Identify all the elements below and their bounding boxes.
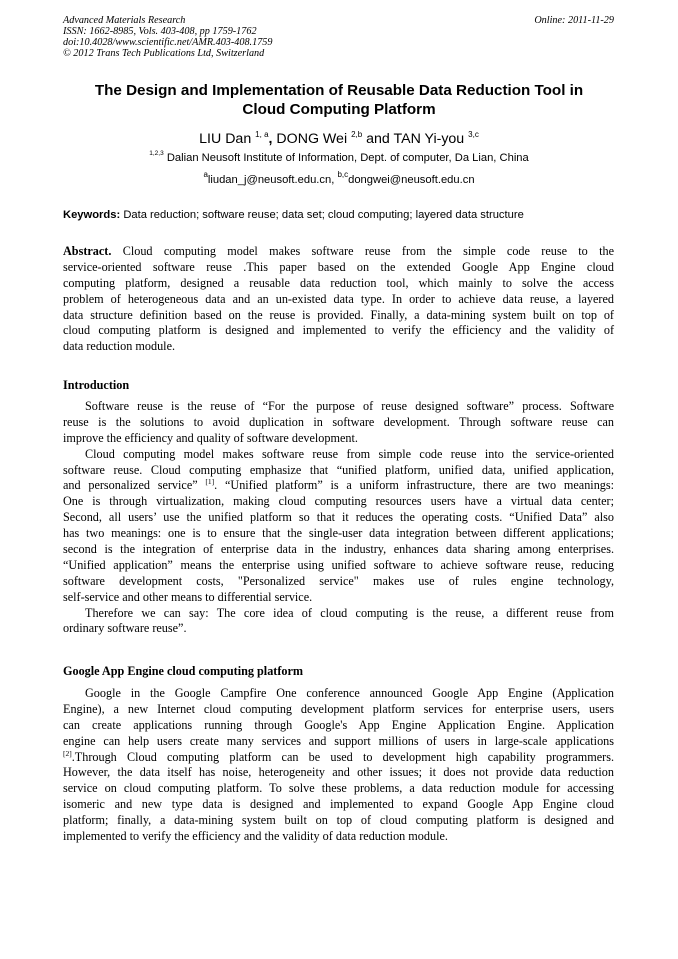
author-list: LIU Dan $^{1, a}$, DONG Wei $^{2,b}$ and TAN Yi-you $^{3,c}$ [199, 130, 479, 147]
author-and: and [366, 131, 390, 147]
body-line: engine can help users create many services and support millions of users in large-scale applications [63, 733, 614, 748]
body-line: Therefore we can say: The core idea of cloud computing is the reuse, a different reuse from [85, 605, 614, 620]
body-line: can create applications running through Google's App Engine Application Engine. Application [63, 717, 614, 732]
body-line: and personalized service” [1]. “Unified platform” is a uniform infrastructure, there are two meanings: [63, 477, 615, 493]
gae-body [63, 686, 614, 845]
body-line: One is through virtualization, making cloud computing resources users have a virtual data center; [63, 494, 614, 509]
keywords-text: Data reduction; software reuse; data set; cloud computing; layered data structure [123, 209, 524, 221]
issn-line: ISSN: 1662-8985, Vols. 403-408, pp 1759-1762 [63, 26, 257, 37]
body-line: implemented to verify the efficiency and the validity of data reduction module. [63, 829, 448, 844]
abstract-line: data reduction module. [63, 339, 176, 354]
body-line: Second, all users’ use the unified platform so that it reduces the operating costs. “Unified Data” also [63, 510, 614, 525]
affiliation-text: Dalian Neusoft Institute of Information, Dept. of computer, Da Lian, China [166, 152, 529, 164]
paper-title [80, 81, 598, 119]
abstract [63, 244, 614, 355]
email-bc[interactable]: dongwei@neusoft.edu.cn [348, 174, 475, 186]
introduction-heading: Introduction [63, 378, 130, 392]
author-2: DONG Wei [276, 131, 348, 147]
abstract-line: computing platform, designed a reusable data reduction tool, which mainly to solve the access [63, 275, 614, 290]
citation-ref[interactable]: [1] [205, 477, 215, 487]
author-1-sup: 1, a [255, 130, 269, 139]
email-a[interactable]: liudan_j@neusoft.edu.cn, [207, 174, 335, 186]
body-line: Engine), a new Internet cloud computing development platform services for enterprise users, users [63, 701, 614, 716]
author-3-sup: 3,c [468, 130, 479, 139]
body-line: improve the efficiency and quality of software development. [63, 430, 358, 445]
author-1: LIU Dan [199, 131, 252, 147]
author-3: TAN Yi-you [393, 131, 465, 147]
abstract-line: Abstract. Cloud computing model makes software reuse from the simple code reuse to the [63, 244, 614, 258]
body-line: “Unified application” means the enterprise using unified software to achieve software reuse, reducing [63, 557, 614, 572]
title-line-1: The Design and Implementation of Reusable Data Reduction Tool in [94, 82, 584, 99]
body-line: service on cloud computing platform. To solve these problems, a data reduction module for accessing [63, 781, 614, 796]
email-a-sup: a [203, 170, 208, 179]
doi-line[interactable]: doi:10.4028/www.scientific.net/AMR.403-408.1759 [63, 37, 273, 48]
body-line: [2].Through Cloud computing platform can be used to development high capability programmers. [63, 748, 614, 764]
page-header-info [63, 15, 272, 59]
email-bc-sup: b,c [337, 170, 349, 179]
introduction-body [63, 399, 614, 637]
body-line: isomeric and new type data is designed and implemented to expand Google App Engine cloud [63, 797, 614, 812]
keywords-line [63, 208, 623, 222]
gae-heading: Google App Engine cloud computing platform [63, 664, 304, 678]
abstract-line: service-oriented software reuse .This paper based on the extended Google App Engine cloud [63, 259, 614, 274]
online-date: Online: 2011-11-29 [534, 15, 614, 26]
body-line: However, the data itself has noise, heterogeneity and other issues; it does not provide data reduction [63, 765, 614, 780]
body-line: ordinary software reuse”. [63, 621, 187, 636]
author-emails [0, 170, 678, 187]
body-line: Cloud computing model makes software reuse from simple code reuse into the service-oriented [85, 446, 614, 461]
affiliation [0, 151, 678, 165]
body-line: platform; finally, a data-mining system built on top of cloud computing platform is designed and [63, 813, 614, 828]
body-line: Software reuse is the reuse of “For the purpose of reuse designed software” process. Software [85, 399, 614, 413]
abstract-line: problem of heterogeneous data and an un-existed data type. In order to achieve data reuse, a layered [63, 291, 614, 306]
citation-ref[interactable]: [2] [63, 748, 72, 758]
body-line: reuse is the solutions to avoid duplication in software development. Through software reuse can [63, 414, 614, 429]
body-line: software development costs, "Personalized service" makes use of rules engine technology, [63, 573, 614, 588]
abstract-label: Abstract. [63, 244, 112, 258]
copyright-line: © 2012 Trans Tech Publications Ltd, Switzerland [63, 48, 265, 59]
abstract-line: data structure definition based on the reuse is provided. Finally, a data-mining system built on top of [63, 307, 614, 322]
journal-name: Advanced Materials Research [63, 15, 186, 26]
body-line: has two meanings: one is to ensure that the single-user data integration between different applications; [63, 526, 614, 541]
keywords-label: Keywords: [63, 209, 121, 221]
abstract-line: cloud computing platform is designed and implemented to verify the efficiency and the validity of [63, 323, 614, 338]
body-line: self-service and other means to differential service. [63, 589, 313, 604]
body-line: second is the integration of enterprise data in the industry, enhances data sharing among enterprises. [63, 542, 614, 557]
title-line-2: Cloud Computing Platform [242, 101, 436, 118]
body-line: Google in the Google Campfire One conference announced Google App Engine (Application [85, 686, 614, 700]
author-2-sup: 2,b [351, 130, 363, 139]
body-line: software reuse. Cloud computing emphasize that “unified platform, unified data, unified application, [63, 462, 614, 477]
affiliation-sup: 1,2,3 [149, 150, 164, 157]
